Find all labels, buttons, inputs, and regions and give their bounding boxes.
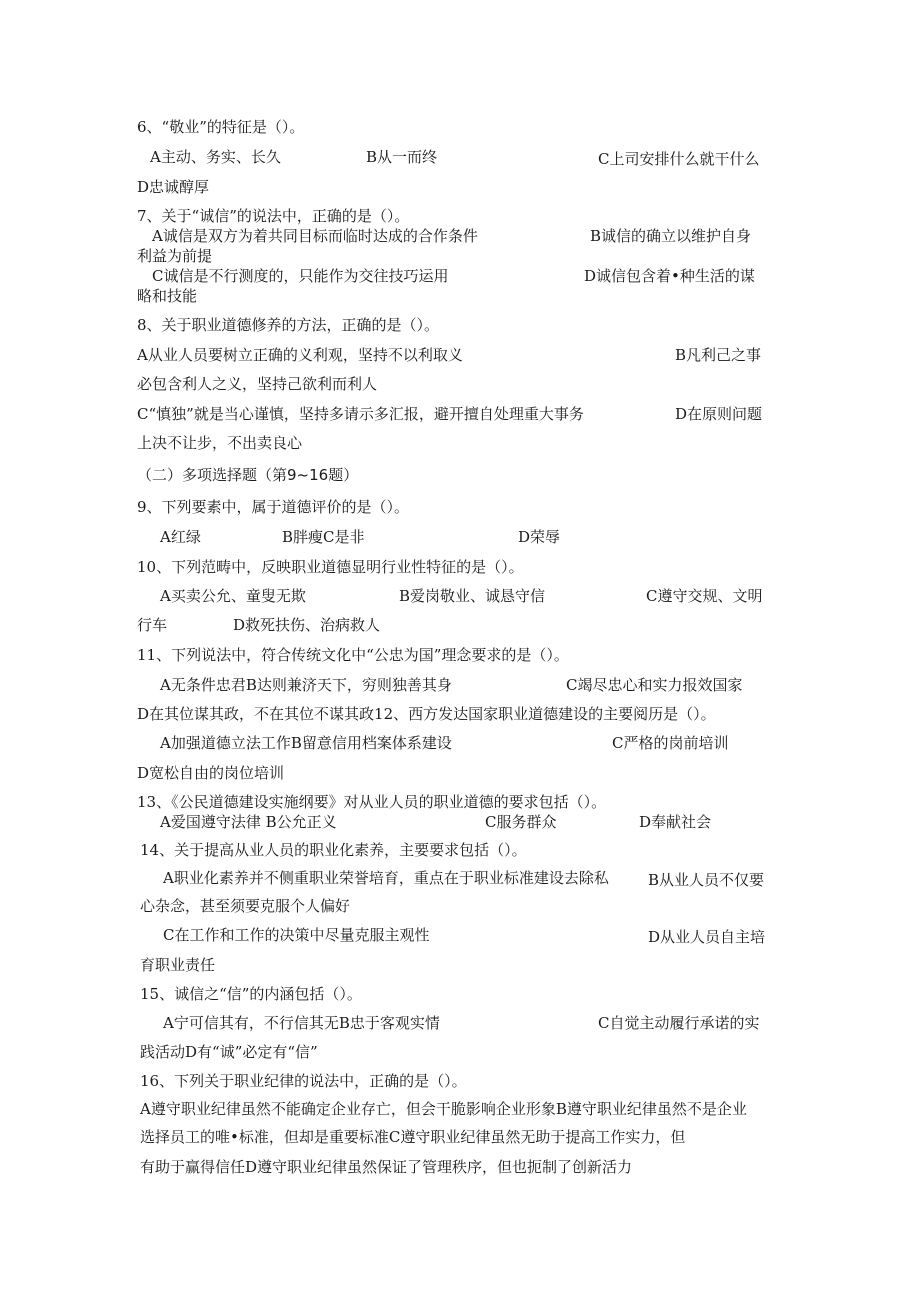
question-6-option-a: A主动、务实、长久 xyxy=(150,148,281,166)
question-15-option-c-continued: 践活动D有“诚”必定有“信” xyxy=(140,1043,318,1061)
question-13-option-ab: A爱国遵守法律 B公允正义 xyxy=(160,813,337,831)
question-15-option-c: C自觉主动履行承诺的实 xyxy=(598,1014,760,1032)
question-15-option-ab: A宁可信其有，不行信其无B忠于客观实情 xyxy=(163,1014,440,1032)
question-10-option-c-continued: 行车 xyxy=(137,616,168,634)
question-8-option-d-continued: 上决不让步，不出卖良心 xyxy=(137,434,303,452)
question-6-stem: 6、“敬业”的特征是（）。 xyxy=(137,118,305,136)
question-7-option-a: A诚信是双方为着共同目标而临时达成的合作条件 xyxy=(152,227,478,245)
question-9-option-d: D荣辱 xyxy=(518,528,561,546)
question-15-stem: 15、诚信之“信”的内涵包括（）。 xyxy=(140,985,362,1003)
question-11-stem: 11、下列说法中，符合传统文化中“公忠为国”理念要求的是（）。 xyxy=(137,646,569,664)
question-14-option-c: C在工作和工作的决策中尽量克服主观性 xyxy=(163,926,430,944)
question-9-option-a: A红绿 xyxy=(160,528,201,546)
question-12-option-ab: A加强道德立法工作B留意信用档案体系建设 xyxy=(160,734,452,752)
question-13-option-c: C服务群众 xyxy=(485,813,557,831)
question-8-option-b: B凡利己之事 xyxy=(675,346,762,364)
question-12-option-c: C严格的岗前培训 xyxy=(612,734,729,752)
question-10-stem: 10、下列范畴中，反映职业道德显明行业性特征的是（）。 xyxy=(137,558,524,576)
question-14-option-b: B从业人员不仅要 xyxy=(648,871,765,889)
question-7-option-b: B诚信的确立以维护自身 xyxy=(590,227,752,245)
question-16-options-line-3: 有助于赢得信任D遵守职业纪律虽然保证了管理秩序，但也扼制了创新活力 xyxy=(140,1158,633,1176)
section-heading: （二）多项选择题（第9~16题） xyxy=(137,466,359,484)
question-16-options-line-1: A遵守职业纪律虽然不能确定企业存亡，但会干脆影响企业形象B遵守职业纪律虽然不是企业 xyxy=(140,1100,747,1118)
question-8-option-a: A从业人员要树立正确的义利观，坚持不以利取义 xyxy=(137,346,463,364)
question-8-stem: 8、关于职业道德修养的方法，正确的是（）。 xyxy=(137,316,440,334)
question-7-option-d-continued: 略和技能 xyxy=(137,287,198,305)
question-8-option-b-continued: 必包含利人之义，坚持己欲利而利人 xyxy=(137,375,378,393)
question-14-option-d: D从业人员自主培 xyxy=(648,928,766,946)
question-6-option-b: B从一而终 xyxy=(366,148,438,166)
question-10-option-d: D救死扶伤、治病救人 xyxy=(233,616,381,634)
question-9-option-bc: B胖瘦C是非 xyxy=(282,528,365,546)
question-7-option-d: D诚信包含着•种生活的谋 xyxy=(584,267,755,285)
question-14-option-d-continued: 育职业责任 xyxy=(140,956,216,974)
question-11-option-ab: A无条件忠君B达则兼济天下，穷则独善其身 xyxy=(160,676,452,694)
question-6-option-d: D忠诚醇厚 xyxy=(137,178,210,196)
question-13-stem: 13、《公民道德建设实施纲要》对从业人员的职业道德的要求包括（）。 xyxy=(137,793,607,811)
question-10-option-b: B爱岗敬业、诚恳守信 xyxy=(399,587,546,605)
question-16-stem: 16、下列关于职业纪律的说法中，正确的是（）。 xyxy=(140,1072,467,1090)
question-9-stem: 9、下列要素中，属于道德评价的是（）。 xyxy=(137,498,410,516)
question-7-option-c: C诚信是不行测度的，只能作为交往技巧运用 xyxy=(152,267,449,285)
question-8-option-c: C“慎独”就是当心谨慎，坚持多请示多汇报，避开擅自处理重大事务 xyxy=(137,405,584,423)
question-10-option-c: C遵守交规、文明 xyxy=(646,587,763,605)
question-6-option-c: C上司安排什么就干什么 xyxy=(598,150,760,168)
question-7-option-b-continued: 利益为前提 xyxy=(137,247,213,265)
question-14-stem: 14、关于提高从业人员的职业化素养，主要要求包括（）。 xyxy=(140,841,527,859)
question-11-option-c: C竭尽忠心和实力报效国家 xyxy=(566,676,743,694)
question-14-option-a: A职业化素养并不侧重职业荣誉培育，重点在于职业标准建设去除私 xyxy=(163,869,609,887)
question-16-options-line-2: 选择员工的唯•标准，但却是重要标准C遵守职业纪律虽然无助于提高工作实力，但 xyxy=(140,1128,686,1146)
question-13-option-d: D奉献社会 xyxy=(639,813,712,831)
question-7-stem: 7、关于“诚信”的说法中，正确的是（）。 xyxy=(137,207,410,225)
question-11-option-d-and-question-12-stem: D在其位谋其政，不在其位不谋其政12、西方发达国家职业道德建设的主要阅历是（）。 xyxy=(137,705,716,723)
question-10-option-a: A买卖公允、童叟无欺 xyxy=(160,587,306,605)
question-12-option-d: D宽松自由的岗位培训 xyxy=(137,764,285,782)
question-8-option-d: D在原则问题 xyxy=(675,405,763,423)
question-14-option-a-continued: 心杂念，甚至须要克服个人偏好 xyxy=(140,897,351,915)
